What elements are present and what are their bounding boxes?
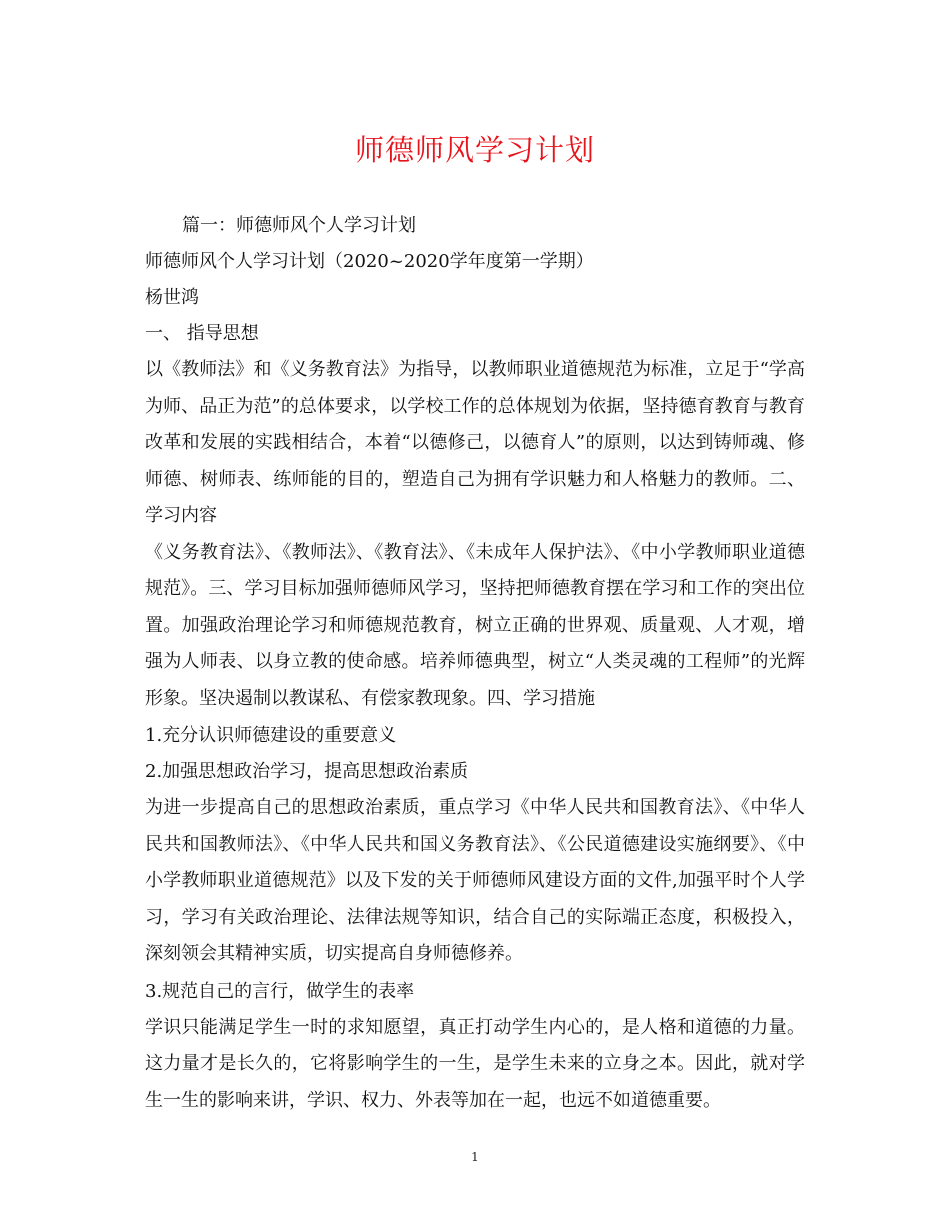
paragraph-study-content: 《义务教育法》、《教师法》、《教育法》、《未成年人保护法》、《中小学教师职业道德规范》。三、学习目标加强师德师风学习，坚持把师德教育摆在学习和工作的突出位置。加强政治理论学习和师德规范教育，树立正确的世界观、质量观、人才观，增强为人师表、以身立教的使命感。培养师德典型，树立“人类灵魂的工程师”的光辉形象。坚决遏制以教谋私、有偿家教现象。四、学习措施 bbox=[145, 541, 805, 709]
measure-item-1: 1.充分认识师德建设的重要意义 bbox=[145, 725, 397, 746]
section-heading: 篇一：师德师风个人学习计划 bbox=[182, 215, 416, 236]
paragraph-guiding-thought: 以《教师法》和《义务教育法》为指导，以教师职业道德规范为标准，立足于“学高为师、品正为范”的总体要求，以学校工作的总体规划为依据，坚持德育教育与教育改革和发展的实践相结合，本着“以德修己，以德育人”的原则，以达到铸师魂、修师德、树师表、练师能的目的，塑造自己为拥有学识魅力和人格魅力的教师。二、学习内容 bbox=[145, 359, 805, 526]
author-name: 杨世鸿 bbox=[145, 287, 199, 308]
measure-item-3: 3.规范自己的言行，做学生的表率 bbox=[145, 980, 415, 1002]
measure-item-2: 2.加强思想政治学习，提高思想政治素质 bbox=[145, 761, 469, 782]
paragraph-role-model: 学识只能满足学生一时的求知愿望，真正打动学生内心的，是人格和道德的力量。这力量才是长久的，它将影响学生的一生，是学生未来的立身之本。因此，就对学生一生的影响来讲，学识、权力、外表等加在一起，也远不如道德重要。 bbox=[145, 1016, 805, 1111]
document-title: 师德师风学习计划 bbox=[354, 133, 595, 167]
document-body bbox=[145, 210, 805, 1119]
plan-subtitle: 师德师风个人学习计划（2020~2020学年度第一学期） bbox=[145, 251, 594, 272]
paragraph-political-study: 为进一步提高自己的思想政治素质，重点学习《中华人民共和国教育法》、《中华人民共和国教师法》、《中华人民共和国义务教育法》、《公民道德建设实施纲要》、《中小学教师职业道德规范》以及下发的关于师德师风建设方面的文件,加强平时个人学习，学习有关政治理论、法律法规等知识，结合自己的实际端正态度，积极投入，深刻领会其精神实质，切实提高自身师德修养。 bbox=[145, 797, 805, 964]
heading-guiding-thought: 一、 指导思想 bbox=[145, 323, 259, 344]
page-number: 1 bbox=[471, 1150, 479, 1164]
